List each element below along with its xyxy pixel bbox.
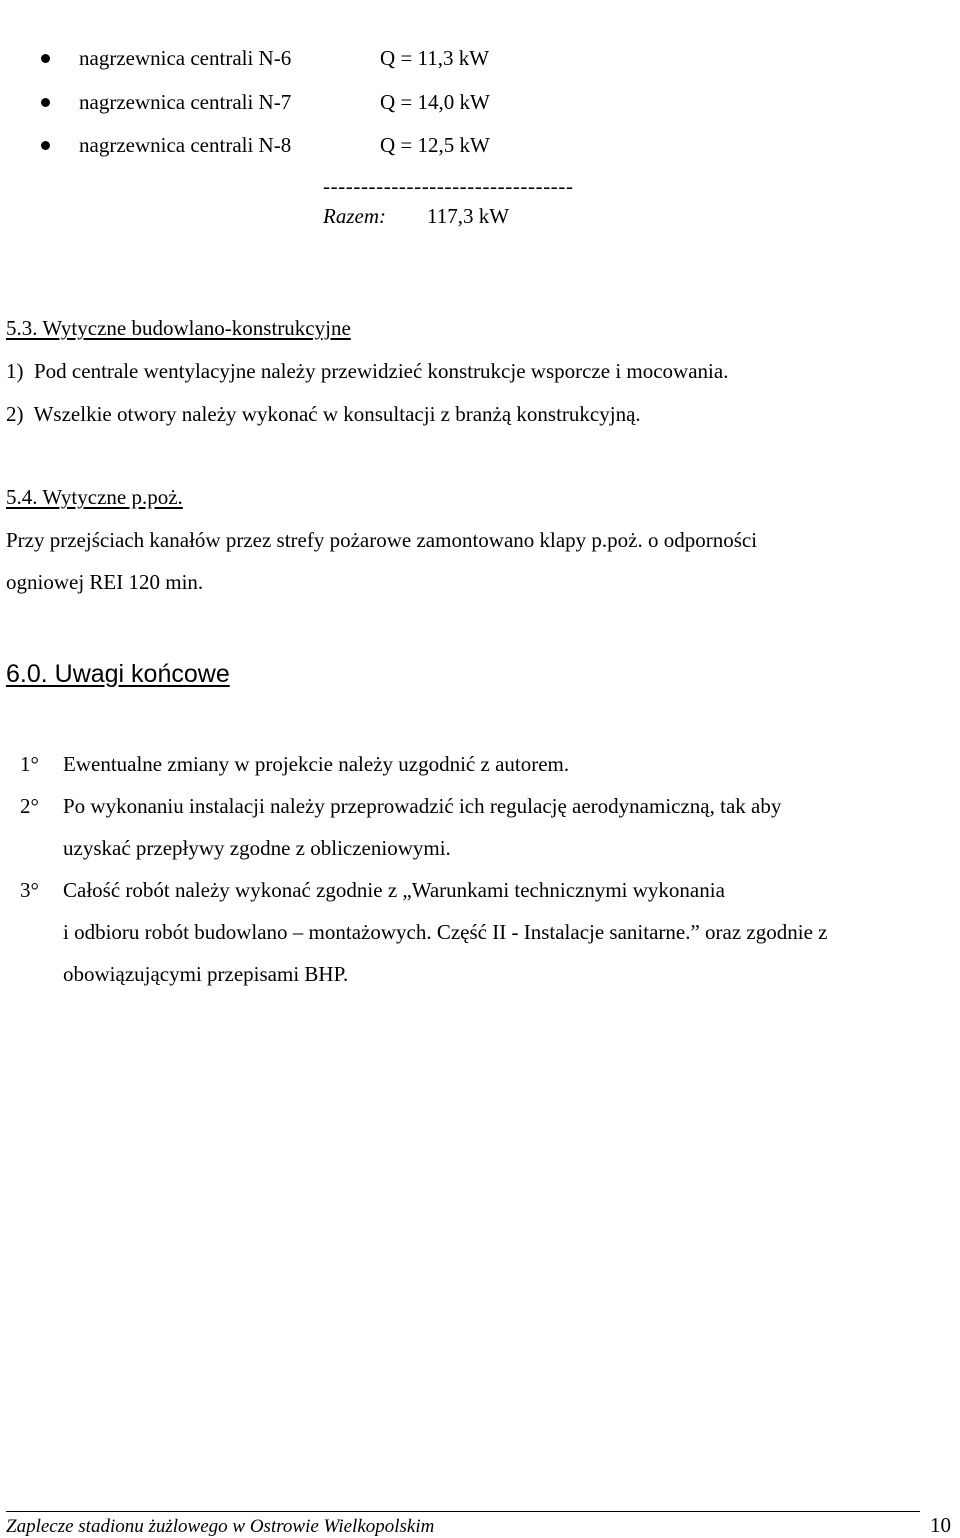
heater-label-n8: nagrzewnica centrali N-8 [79, 133, 292, 157]
footer-title: Zaplecze stadionu żużlowego w Ostrowie Wielkopolskim [6, 1516, 435, 1537]
section-60-heading: 6.0. Uwagi końcowe [6, 660, 230, 688]
remark-2-line-2: uzyskać przepływy zgodne z obliczeniowymi. [63, 836, 451, 860]
remark-1-number: 1° [20, 752, 39, 776]
bullet-icon [41, 54, 50, 63]
remark-2-line-1: Po wykonaniu instalacji należy przeprowadzić ich regulację aerodynamiczną, tak aby [63, 794, 782, 818]
heater-value-n7: Q = 14,0 kW [380, 90, 490, 114]
heater-label-n6: nagrzewnica centrali N-6 [79, 46, 292, 70]
bullet-icon [41, 141, 50, 150]
footer-rule [6, 1511, 920, 1512]
heater-value-n8: Q = 12,5 kW [380, 133, 490, 157]
remark-3-line-2: i odbioru robót budowlano – montażowych. Część II - Instalacje sanitarne.” oraz zgodnie z [63, 920, 828, 944]
bullet-icon [41, 98, 50, 107]
total-value: 117,3 kW [427, 204, 510, 228]
remark-2-number: 2° [20, 794, 39, 818]
remark-3-number: 3° [20, 878, 39, 902]
heater-value-n6: Q = 11,3 kW [380, 46, 490, 70]
page-number: 10 [930, 1513, 951, 1537]
section-54-heading: 5.4. Wytyczne p.poż. [6, 485, 183, 509]
remark-1-line-1: Ewentualne zmiany w projekcie należy uzgodnić z autorem. [63, 752, 570, 776]
section-53-item-2: 2) Wszelkie otwory należy wykonać w konsultacji z branżą konstrukcyjną. [6, 402, 641, 426]
section-54-line-1: Przy przejściach kanałów przez strefy pożarowe zamontowano klapy p.poż. o odporności [6, 528, 758, 552]
total-label: Razem: [323, 204, 386, 228]
heater-label-n7: nagrzewnica centrali N-7 [79, 90, 292, 114]
section-53-item-1: 1) Pod centrale wentylacyjne należy przewidzieć konstrukcje wsporcze i mocowania. [6, 359, 729, 383]
section-53-heading: 5.3. Wytyczne budowlano-konstrukcyjne [6, 316, 351, 340]
total-separator: --------------------------------- [323, 174, 574, 198]
remark-3-line-1: Całość robót należy wykonać zgodnie z „Warunkami technicznymi wykonania [63, 878, 725, 902]
section-54-line-2: ogniowej REI 120 min. [6, 570, 204, 594]
remark-3-line-3: obowiązującymi przepisami BHP. [63, 962, 349, 986]
